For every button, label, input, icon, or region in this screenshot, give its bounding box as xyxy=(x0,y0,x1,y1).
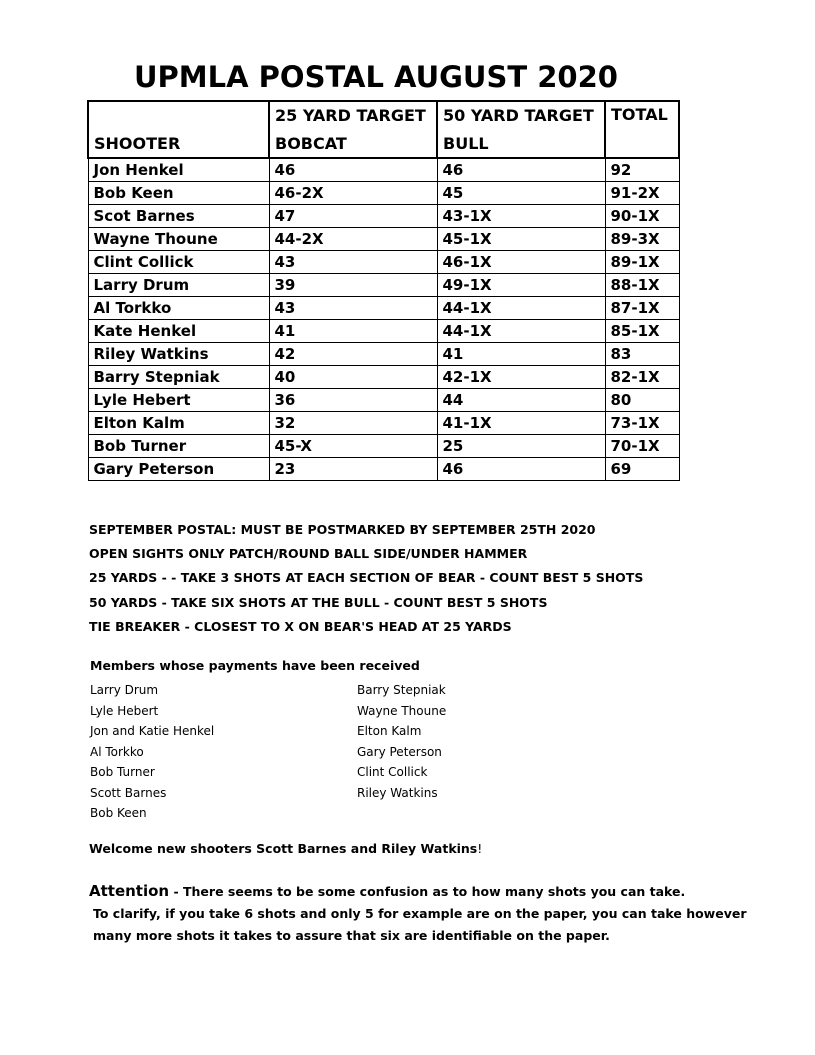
cell-50-yard: 49-1X xyxy=(437,274,605,297)
members-heading: Members whose payments have been received xyxy=(90,658,420,673)
attention-line1: - There seems to be some confusion as to how many shots you can take. xyxy=(169,884,686,899)
attention-line3: many more shots it takes to assure that six are identifiable on the paper. xyxy=(93,928,610,943)
header-50-yard xyxy=(437,101,605,158)
cell-50-yard: 25 xyxy=(437,435,605,458)
cell-total: 90-1X xyxy=(605,205,679,228)
rules-notes xyxy=(89,518,643,639)
table-row xyxy=(88,297,679,320)
cell-shooter: Lyle Hebert xyxy=(88,389,269,412)
cell-50-yard: 41 xyxy=(437,343,605,366)
page-title: UPMLA POSTAL AUGUST 2020 xyxy=(134,60,618,94)
table-row xyxy=(88,389,679,412)
member-name: Clint Collick xyxy=(357,765,428,779)
header-total: TOTAL xyxy=(605,101,679,158)
members-list-left xyxy=(90,680,214,824)
note-line: 25 YARDS - - TAKE 3 SHOTS AT EACH SECTION OF BEAR - COUNT BEST 5 SHOTS xyxy=(89,570,644,586)
cell-shooter: Scot Barnes xyxy=(88,205,269,228)
header-shooter: SHOOTER xyxy=(88,101,269,158)
cell-50-yard: 41-1X xyxy=(437,412,605,435)
cell-shooter: Gary Peterson xyxy=(88,458,269,481)
member-name: Al Torkko xyxy=(90,744,144,759)
cell-shooter: Bob Turner xyxy=(88,435,269,458)
cell-50-yard: 44-1X xyxy=(437,297,605,320)
attention-line2: To clarify, if you take 6 shots and only 5 for example are on the paper, you can take however xyxy=(93,906,747,921)
cell-25-yard: 23 xyxy=(269,458,437,481)
cell-shooter: Larry Drum xyxy=(88,274,269,297)
cell-25-yard: 36 xyxy=(269,389,437,412)
table-row xyxy=(88,435,679,458)
cell-50-yard: 42-1X xyxy=(437,366,605,389)
cell-25-yard: 46-2X xyxy=(269,182,437,205)
member-name: Riley Watkins xyxy=(357,785,438,800)
cell-total: 88-1X xyxy=(605,274,679,297)
header-25-yard xyxy=(269,101,437,158)
cell-50-yard: 46-1X xyxy=(437,251,605,274)
cell-shooter: Riley Watkins xyxy=(88,343,269,366)
table-row xyxy=(88,412,679,435)
cell-shooter: Elton Kalm xyxy=(88,412,269,435)
cell-25-yard: 47 xyxy=(269,205,437,228)
table-row xyxy=(88,251,679,274)
note-line: 50 YARDS - TAKE SIX SHOTS AT THE BULL - COUNT BEST 5 SHOTS xyxy=(89,594,548,610)
note-line: SEPTEMBER POSTAL: MUST BE POSTMARKED BY SEPTEMBER 25TH 2020 xyxy=(89,522,596,537)
cell-50-yard: 44-1X xyxy=(437,320,605,343)
member-name: Lyle Hebert xyxy=(90,703,159,718)
table-row xyxy=(88,343,679,366)
welcome-text: Welcome new shooters Scott Barnes and Riley Watkins xyxy=(89,841,478,856)
table-row xyxy=(88,205,679,228)
cell-25-yard: 46 xyxy=(269,158,437,182)
cell-25-yard: 39 xyxy=(269,274,437,297)
header-25-yard-line2: BOBCAT xyxy=(275,134,347,153)
cell-total: 70-1X xyxy=(605,435,679,458)
cell-total: 92 xyxy=(605,158,679,182)
header-50-yard-line2: BULL xyxy=(443,134,489,153)
cell-shooter: Clint Collick xyxy=(88,251,269,274)
member-name: Barry Stepniak xyxy=(357,683,446,697)
member-name: Wayne Thoune xyxy=(357,703,447,718)
table-header-row xyxy=(88,101,679,158)
cell-50-yard: 43-1X xyxy=(437,205,605,228)
cell-total: 82-1X xyxy=(605,366,679,389)
cell-25-yard: 40 xyxy=(269,366,437,389)
welcome-punct: ! xyxy=(477,841,483,856)
table-row xyxy=(88,228,679,251)
cell-25-yard: 41 xyxy=(269,320,437,343)
member-name: Larry Drum xyxy=(90,683,159,697)
table-row xyxy=(88,182,679,205)
cell-shooter: Kate Henkel xyxy=(88,320,269,343)
cell-total: 83 xyxy=(605,343,679,366)
header-25-yard-line1: 25 YARD TARGET xyxy=(275,106,426,125)
member-name: Bob Keen xyxy=(90,806,147,820)
cell-25-yard: 32 xyxy=(269,412,437,435)
cell-25-yard: 45-X xyxy=(269,435,437,458)
table-row xyxy=(88,274,679,297)
header-50-yard-line1: 50 YARD TARGET xyxy=(443,106,594,125)
cell-50-yard: 46 xyxy=(437,458,605,481)
cell-25-yard: 44-2X xyxy=(269,228,437,251)
welcome-message xyxy=(89,841,482,856)
cell-total: 80 xyxy=(605,389,679,412)
cell-total: 87-1X xyxy=(605,297,679,320)
attention-word: Attention xyxy=(89,882,170,900)
cell-total: 91-2X xyxy=(605,182,679,205)
member-name: Elton Kalm xyxy=(357,724,422,738)
cell-shooter: Barry Stepniak xyxy=(88,366,269,389)
table-row xyxy=(88,366,679,389)
note-line: OPEN SIGHTS ONLY PATCH/ROUND BALL SIDE/UNDER HAMMER xyxy=(89,546,528,562)
cell-50-yard: 45-1X xyxy=(437,228,605,251)
member-name: Bob Turner xyxy=(90,765,155,779)
cell-shooter: Al Torkko xyxy=(88,297,269,320)
attention-note xyxy=(89,880,747,947)
members-list-right xyxy=(357,680,446,803)
cell-shooter: Wayne Thoune xyxy=(88,228,269,251)
note-line: TIE BREAKER - CLOSEST TO X ON BEAR'S HEAD AT 25 YARDS xyxy=(89,618,512,634)
cell-total: 85-1X xyxy=(605,320,679,343)
cell-25-yard: 43 xyxy=(269,297,437,320)
cell-shooter: Bob Keen xyxy=(88,182,269,205)
member-name: Jon and Katie Henkel xyxy=(90,724,215,738)
cell-25-yard: 43 xyxy=(269,251,437,274)
cell-50-yard: 44 xyxy=(437,389,605,412)
cell-shooter: Jon Henkel xyxy=(88,158,269,182)
cell-total: 89-3X xyxy=(605,228,679,251)
table-row xyxy=(88,458,679,481)
member-name: Gary Peterson xyxy=(357,744,442,759)
cell-50-yard: 45 xyxy=(437,182,605,205)
cell-total: 69 xyxy=(605,458,679,481)
cell-25-yard: 42 xyxy=(269,343,437,366)
cell-total: 89-1X xyxy=(605,251,679,274)
results-table xyxy=(87,100,680,481)
cell-50-yard: 46 xyxy=(437,158,605,182)
member-name: Scott Barnes xyxy=(90,785,167,800)
table-row xyxy=(88,158,679,182)
cell-total: 73-1X xyxy=(605,412,679,435)
table-row xyxy=(88,320,679,343)
